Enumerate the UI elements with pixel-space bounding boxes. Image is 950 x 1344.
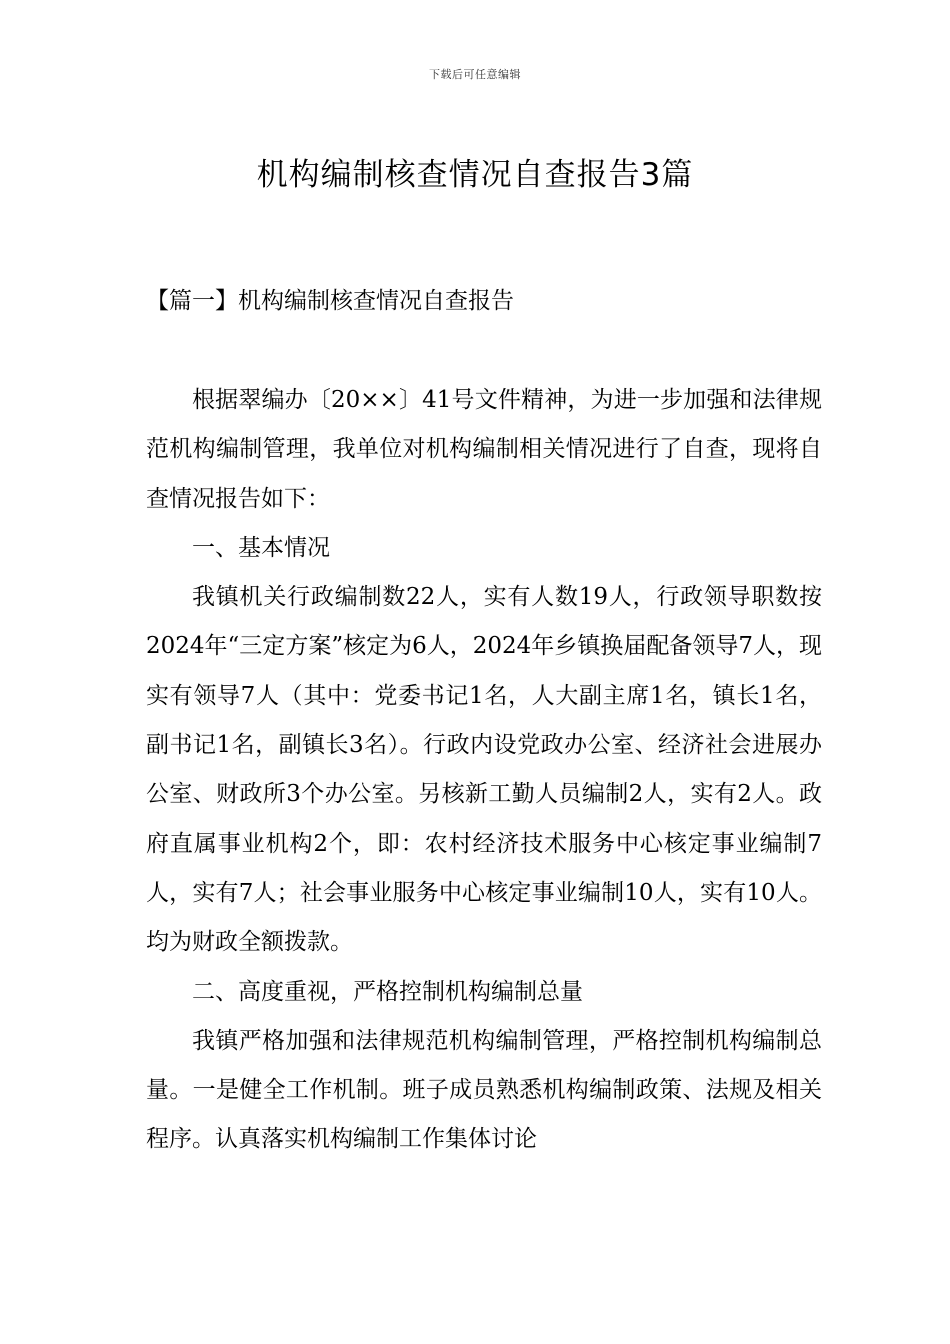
paragraph-basic-situation: 我镇机关行政编制数22人，实有人数19人，行政领导职数按2024年“三定方案”核定为6人，2024年乡镇换届配备领导7人，现实有领导7人（其中：党委书记1名，人大副主席1名，镇长1名，副书记1名，副镇长3名）。行政内设党政办公室、经济社会进展办公室、财政所3个办公室。另核新工勤人员编制2人，实有2人。政府直属事业机构2个，即：农村经济技术服务中心核定事业编制7人，实有7人；社会事业服务中心核定事业编制10人，实有10人。均为财政全额拨款。: [146, 584, 822, 956]
paragraph-heading-control: 二、高度重视，严格控制机构编制总量: [192, 978, 583, 1005]
paragraph-heading-basic: 一、基本情况: [192, 534, 330, 561]
section-heading: 【篇一】机构编制核查情况自查报告: [146, 288, 514, 314]
document-body: [146, 376, 822, 1165]
paragraph-intro: 根据翠编办〔20××〕41号文件精神，为进一步加强和法律规范机构编制管理，我单位对机构编制相关情况进行了自查，现将自查情况报告如下：: [146, 387, 822, 512]
document-title: 机构编制核查情况自查报告3篇: [256, 156, 694, 193]
paragraph-control-details: 我镇严格加强和法律规范机构编制管理，严格控制机构编制总量。一是健全工作机制。班子成员熟悉机构编制政策、法规及相关程序。认真落实机构编制工作集体讨论: [146, 1027, 822, 1153]
header-note: 下载后可任意编辑: [429, 68, 521, 81]
